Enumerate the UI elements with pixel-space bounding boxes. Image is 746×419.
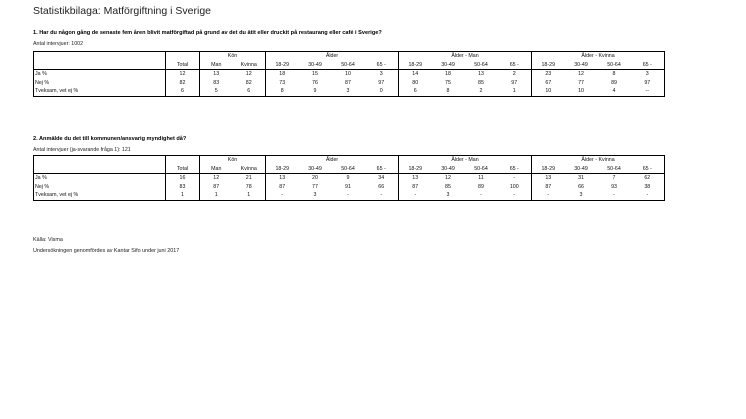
table-cell: 73 [279, 79, 286, 86]
table-cell: 5 [200, 87, 233, 96]
table-cell: 66 [578, 183, 584, 190]
table-cell: 9 [299, 87, 332, 96]
table-cell: 34 [365, 174, 399, 183]
table-cell: 77 [312, 183, 318, 190]
table-cell: 3 [299, 191, 332, 200]
table-cell: 10 [565, 87, 598, 96]
table-cell: 87 [213, 183, 220, 190]
header-total: Total [166, 165, 200, 174]
table-cell: 7 [612, 175, 616, 182]
table-cell: 20 [312, 175, 318, 182]
table-cell: 100 [498, 183, 532, 192]
table-cell: 89 [611, 79, 617, 86]
header-age-65: 65 - [498, 165, 532, 174]
header-age-50-64: 50-64 [332, 61, 365, 70]
table-row [34, 191, 665, 200]
header-alder: Ålder [266, 52, 399, 61]
header-age-50-64: 50-64 [598, 61, 631, 70]
table-cell: - [532, 191, 565, 200]
table-row [34, 87, 665, 96]
page-title: Statistikbilaga: Matförgiftning i Sverige [33, 5, 212, 17]
table-cell: 12 [233, 70, 266, 79]
row-label: Nej % [34, 79, 166, 88]
table-cell: 82 [166, 79, 200, 88]
header-alder-man: Ålder - Man [399, 156, 532, 165]
table-cell: 2 [498, 70, 532, 79]
table-cell: 21 [233, 174, 266, 183]
table-cell: 23 [545, 71, 552, 78]
table-cell: 13 [279, 175, 286, 182]
header-age-18-29: 18-29 [399, 165, 432, 174]
table-cell: 3 [432, 191, 465, 200]
table-cell: - [399, 191, 432, 200]
table-cell: 10 [532, 87, 565, 96]
header-age-50-64: 50-64 [598, 165, 631, 174]
table-header-sub [34, 61, 665, 70]
table-cell: 6 [233, 87, 266, 96]
table-row [34, 174, 665, 183]
table-cell: 1 [200, 191, 233, 200]
table-cell: 93 [611, 183, 617, 190]
table-cell: - [498, 174, 532, 183]
header-age-30-49: 30-49 [432, 61, 465, 70]
table-cell: 3 [332, 87, 365, 96]
base-count-2: Antal intervjuer (ja-svarande fråga 1): 121 [33, 147, 131, 153]
question-2: 2. Anmälde du det till kommunen/ansvarig myndighet då? [33, 136, 187, 142]
table-cell: 97 [365, 79, 399, 88]
table-header-sub [34, 165, 665, 174]
table-cell: 38 [631, 183, 665, 192]
header-age-30-49: 30-49 [299, 61, 332, 70]
table-cell: 83 [166, 183, 200, 192]
table-row [34, 70, 665, 79]
table-cell: 0 [365, 87, 399, 96]
table-cell: 8 [266, 87, 299, 96]
header-kvinna: Kvinna [233, 61, 266, 70]
table-cell: - [465, 191, 498, 200]
table-cell: 66 [365, 183, 399, 192]
table-cell: 14 [412, 71, 419, 78]
header-age-50-64: 50-64 [465, 61, 498, 70]
table-cell: - [631, 191, 665, 200]
table-cell: 80 [412, 79, 419, 86]
row-label: Tveksam, vet ej % [34, 87, 166, 96]
table-cell: 76 [312, 79, 318, 86]
header-age-65: 65 - [365, 61, 399, 70]
table-cell: 2 [465, 87, 498, 96]
table-cell: -- [631, 87, 665, 96]
header-kvinna: Kvinna [233, 165, 266, 174]
survey-note: Undersökningen genomfördes av Kantar Sifo under juni 2017 [33, 248, 180, 254]
table-cell: 13 [545, 175, 552, 182]
header-alder-man: Ålder - Man [399, 52, 532, 61]
table-cell: - [365, 191, 399, 200]
header-kon: Kön [200, 52, 266, 61]
table-cell: 77 [578, 79, 584, 86]
table-cell: 67 [545, 79, 552, 86]
table-cell: 10 [345, 71, 351, 78]
header-man: Man [200, 61, 233, 70]
table-cell: 85 [445, 183, 451, 190]
table-cell: 78 [233, 183, 266, 192]
table-cell: 16 [166, 174, 200, 183]
header-age-18-29: 18-29 [399, 61, 432, 70]
row-label: Tveksam, vet ej % [34, 191, 166, 200]
table-cell: 11 [478, 175, 484, 182]
table-cell: 87 [345, 79, 351, 86]
header-age-65: 65 - [365, 165, 399, 174]
table-cell: 97 [498, 79, 532, 88]
row-label: Ja % [34, 70, 166, 79]
header-man: Man [200, 165, 233, 174]
table-cell: 62 [631, 174, 665, 183]
table-cell: 91 [345, 183, 351, 190]
table-cell: 82 [233, 79, 266, 88]
table-cell: 12 [445, 175, 451, 182]
header-age-18-29: 18-29 [532, 61, 565, 70]
table-cell: - [332, 191, 365, 200]
table-header-groups [34, 156, 665, 165]
table-header-groups [34, 52, 665, 61]
header-total: Total [166, 61, 200, 70]
table-cell: 12 [166, 70, 200, 79]
table-cell: 1 [498, 87, 532, 96]
table-cell: 85 [478, 79, 484, 86]
header-age-18-29: 18-29 [266, 165, 299, 174]
header-alder: Ålder [266, 156, 399, 165]
table-cell: 3 [565, 191, 598, 200]
table-cell: 12 [213, 175, 220, 182]
table-cell: 13 [478, 71, 484, 78]
table-row [34, 183, 665, 192]
table-cell: 87 [545, 183, 552, 190]
table-cell: 1 [233, 191, 266, 200]
question-1: 1. Har du någon gång de senaste fem åren blivit matförgiftad på grund av det du ätit eller druckit på restaurang eller café i Sverige? [33, 30, 382, 36]
table-cell: 83 [213, 79, 220, 86]
table-cell: 15 [312, 71, 318, 78]
table-cell: 89 [478, 183, 484, 190]
table-cell: 31 [578, 175, 584, 182]
table-cell: 87 [412, 183, 419, 190]
header-age-50-64: 50-64 [332, 165, 365, 174]
source-note: Källa: Visma [33, 237, 63, 243]
table-cell: - [266, 191, 299, 200]
table-row [34, 79, 665, 88]
table-cell: 97 [631, 79, 665, 88]
table-cell: 4 [598, 87, 631, 96]
table-cell: 12 [578, 71, 584, 78]
table-cell: 6 [166, 87, 200, 96]
row-label: Nej % [34, 183, 166, 192]
header-age-65: 65 - [498, 61, 532, 70]
table-cell: 87 [279, 183, 286, 190]
table-cell: 75 [445, 79, 451, 86]
table-cell: 18 [279, 71, 286, 78]
table-cell: - [498, 191, 532, 200]
results-table-1 [33, 51, 665, 97]
table-cell: - [598, 191, 631, 200]
table-cell: 8 [432, 87, 465, 96]
table-cell: 13 [412, 175, 419, 182]
header-age-30-49: 30-49 [565, 61, 598, 70]
table-cell: 8 [612, 71, 616, 78]
results-table-2 [33, 155, 665, 201]
table-cell: 6 [399, 87, 432, 96]
header-age-65: 65 - [631, 165, 665, 174]
table-cell: 1 [166, 191, 200, 200]
header-alder-kvinna: Ålder - Kvinna [532, 52, 665, 61]
header-age-18-29: 18-29 [532, 165, 565, 174]
header-age-18-29: 18-29 [266, 61, 299, 70]
table-cell: 9 [346, 175, 350, 182]
header-alder-kvinna: Ålder - Kvinna [532, 156, 665, 165]
header-age-30-49: 30-49 [565, 165, 598, 174]
table-cell: 3 [631, 70, 665, 79]
base-count-1: Antal intervjuer: 1002 [33, 41, 84, 47]
header-age-65: 65 - [631, 61, 665, 70]
row-label: Ja % [34, 174, 166, 183]
table-cell: 13 [213, 71, 220, 78]
header-age-30-49: 30-49 [299, 165, 332, 174]
table-cell: 18 [445, 71, 451, 78]
header-kon: Kön [200, 156, 266, 165]
header-age-50-64: 50-64 [465, 165, 498, 174]
table-cell: 3 [365, 70, 399, 79]
header-age-30-49: 30-49 [432, 165, 465, 174]
